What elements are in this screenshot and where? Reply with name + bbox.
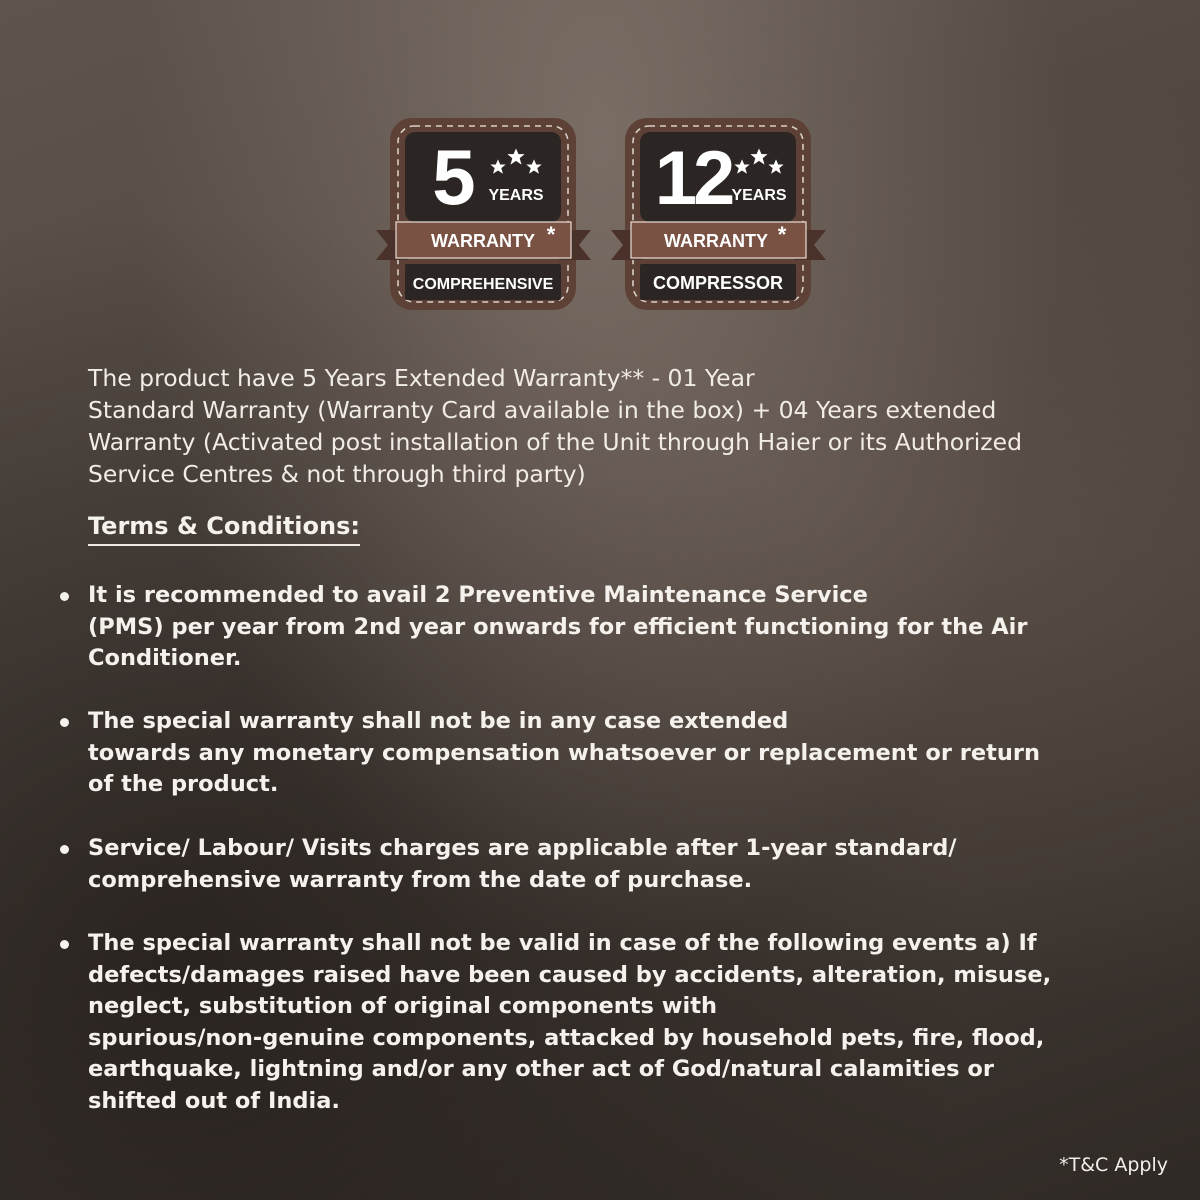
- intro-line: Warranty (Activated post installation of the Unit through Haier or its Authorized: [88, 428, 1023, 456]
- intro-line: Standard Warranty (Warranty Card available in the box) + 04 Years extended: [88, 396, 997, 424]
- badge-years-label: YEARS: [488, 187, 544, 204]
- term-item: [58, 833, 957, 896]
- term-line: neglect, substitution of original components with: [88, 993, 718, 1019]
- term-line: Service/ Labour/ Visits charges are applicable after 1-year standard/: [88, 835, 957, 861]
- term-line: earthquake, lightning and/or any other act of God/natural calamities or: [88, 1056, 994, 1082]
- badge-5-years-comprehensive: [376, 112, 591, 312]
- term-item: [58, 706, 1040, 801]
- term-line: The special warranty shall not be valid in case of the following events a) If: [88, 930, 1037, 956]
- badge-warranty-label: WARRANTY: [431, 231, 535, 251]
- bullet-icon: [60, 592, 69, 601]
- bullet-icon: [60, 718, 69, 727]
- tc-apply-footnote: *T&C Apply: [1059, 1154, 1168, 1176]
- badge-12-years-svg: [611, 112, 826, 312]
- term-item: [58, 928, 1051, 1117]
- term-line: shifted out of India.: [88, 1087, 340, 1114]
- terms-heading: Terms & Conditions:: [88, 512, 360, 546]
- badge-5-years-svg: [376, 112, 591, 312]
- badge-asterisk: *: [777, 222, 787, 247]
- intro-line: The product have 5 Years Extended Warranty** - 01 Year: [88, 364, 755, 392]
- term-line: It is recommended to avail 2 Preventive Maintenance Service: [88, 582, 868, 608]
- badge-years-label: YEARS: [731, 187, 787, 204]
- term-line: towards any monetary compensation whatsoever or replacement or return: [88, 739, 1040, 766]
- badge-number: 5: [432, 133, 476, 221]
- term-line: comprehensive warranty from the date of purchase.: [88, 866, 753, 893]
- intro-line: Service Centres & not through third party): [88, 460, 586, 488]
- term-line: The special warranty shall not be in any case extended: [88, 708, 789, 734]
- badge-warranty-label: WARRANTY: [664, 231, 768, 251]
- bullet-icon: [60, 940, 69, 949]
- badge-asterisk: *: [546, 222, 556, 247]
- badge-top-panel: [405, 132, 561, 222]
- warranty-badges: [376, 112, 826, 317]
- term-line: defects/damages raised have been caused by accidents, alteration, misuse,: [88, 961, 1052, 988]
- term-line: spurious/non-genuine components, attacked by household pets, fire, flood,: [88, 1024, 1045, 1051]
- term-line: (PMS) per year from 2nd year onwards for efficient functioning for the Air: [88, 613, 1028, 640]
- bullet-icon: [60, 845, 69, 854]
- badge-type-label: COMPREHENSIVE: [412, 276, 554, 293]
- badge-12-years-compressor: [611, 112, 826, 312]
- term-item: [58, 580, 1027, 675]
- badge-number: 12: [654, 136, 732, 221]
- term-line: of the product.: [88, 771, 279, 797]
- badge-type-label: COMPRESSOR: [652, 273, 784, 293]
- warranty-intro-paragraph: [88, 362, 1148, 490]
- term-line: Conditioner.: [88, 645, 242, 671]
